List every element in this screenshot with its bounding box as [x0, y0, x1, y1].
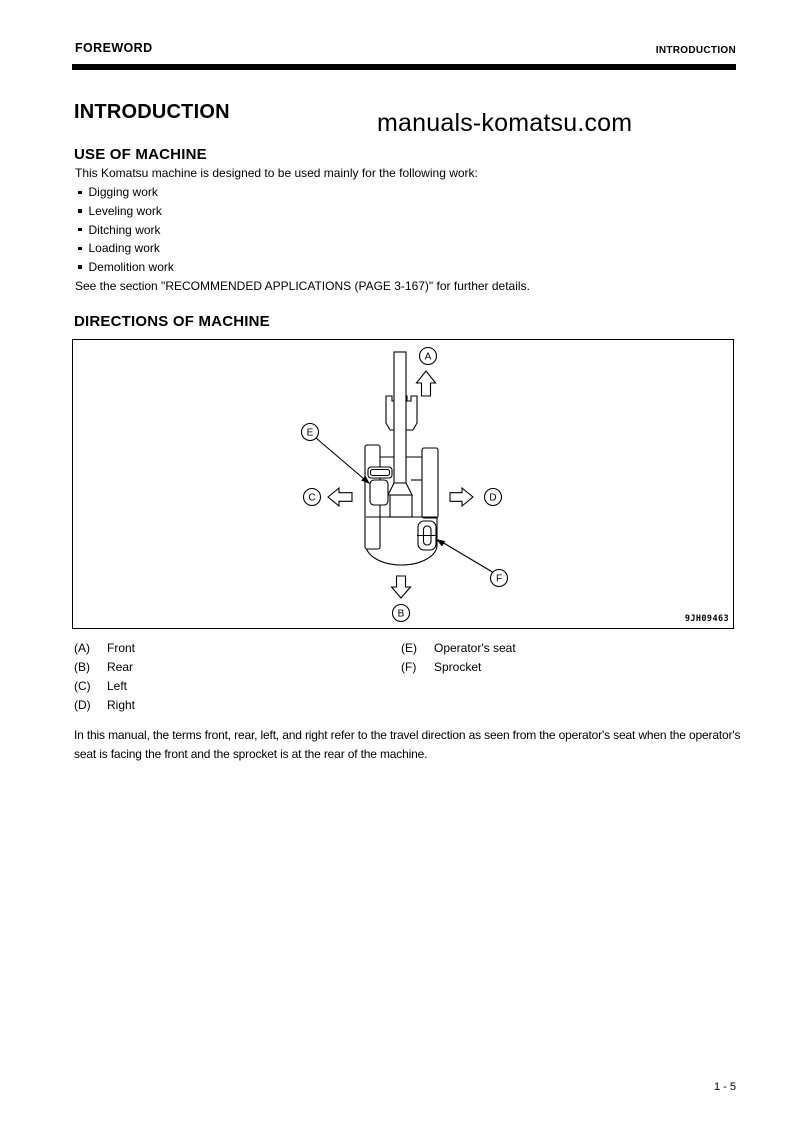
legend-item-operators-seat [401, 641, 516, 655]
list-item-label: Loading work [88, 241, 160, 256]
header-left-title: FOREWORD [75, 41, 153, 55]
list-item [78, 258, 174, 277]
list-item-label: Leveling work [88, 204, 162, 219]
legend-key: (E) [401, 641, 417, 655]
diagram-label-c: C [308, 492, 316, 504]
legend-item-sprocket [401, 660, 481, 674]
list-item-label: Demolition work [88, 260, 174, 275]
list-item [78, 239, 174, 258]
diagram-label-f: F [495, 573, 503, 585]
bullet-icon [78, 209, 82, 213]
arrow-rear [392, 576, 411, 598]
bullet-icon [78, 265, 82, 269]
legend-value: Sprocket [434, 660, 482, 674]
figure-legend [74, 641, 736, 719]
right-track [422, 448, 438, 518]
header-rule [72, 64, 736, 70]
legend-value: Left [107, 679, 128, 693]
bullet-icon [78, 191, 82, 195]
diagram-label-d: D [489, 492, 497, 504]
figure-code: 9JH09463 [684, 614, 729, 624]
machine-top-view-diagram [73, 340, 733, 628]
seat-back [368, 467, 392, 478]
legend-key: (C) [74, 679, 91, 693]
diagram-label-a: A [424, 351, 432, 363]
boom [394, 352, 406, 483]
section-heading-directions-of-machine: DIRECTIONS OF MACHINE [74, 313, 270, 330]
list-item-label: Ditching work [88, 222, 161, 237]
legend-item-front [74, 641, 135, 655]
swing-bracket-top [388, 483, 412, 495]
diagram-label-b: B [397, 608, 405, 620]
legend-key: (A) [74, 641, 90, 655]
arrow-right [450, 488, 473, 506]
legend-item-left [74, 679, 127, 693]
list-item [78, 220, 174, 239]
page-title: INTRODUCTION [74, 101, 230, 123]
legend-item-right [74, 698, 135, 712]
arrow-front [417, 371, 436, 396]
legend-key: (B) [74, 660, 90, 674]
page-number: 1 - 5 [713, 1081, 736, 1093]
arrow-left [328, 488, 352, 506]
directions-note: In this manual, the terms front, rear, left, and right refer to the travel direction as seen from the operator's seat when the operator's seat is facing the front and the sprocket is at the rear of the machine. [74, 728, 741, 761]
legend-value: Operator's seat [434, 641, 516, 655]
list-item [78, 183, 174, 202]
leader-line-f [442, 542, 494, 573]
header-right-title: INTRODUCTION [655, 45, 736, 56]
machine-directions-figure [72, 339, 734, 629]
list-item-label: Digging work [88, 185, 158, 200]
use-intro-text: This Komatsu machine is designed to be used mainly for the following work: [75, 166, 478, 180]
leader-line-e [316, 438, 364, 479]
legend-item-rear [74, 660, 133, 674]
bullet-icon [78, 228, 82, 232]
diagram-label-e: E [306, 427, 314, 439]
use-outro-text: See the section "RECOMMENDED APPLICATIONS (PAGE 3-167)" for further details. [75, 279, 530, 293]
legend-key: (D) [74, 698, 91, 712]
seat-cushion [370, 480, 388, 505]
watermark-text: manuals-komatsu.com [377, 109, 633, 137]
list-item [78, 202, 174, 221]
legend-value: Right [107, 698, 136, 712]
legend-value: Front [107, 641, 136, 655]
section-heading-use-of-machine: USE OF MACHINE [74, 146, 207, 163]
bullet-icon [78, 247, 82, 251]
legend-key: (F) [401, 660, 417, 674]
swing-bracket [390, 495, 412, 517]
work-type-list [78, 183, 174, 276]
legend-value: Rear [107, 660, 134, 674]
